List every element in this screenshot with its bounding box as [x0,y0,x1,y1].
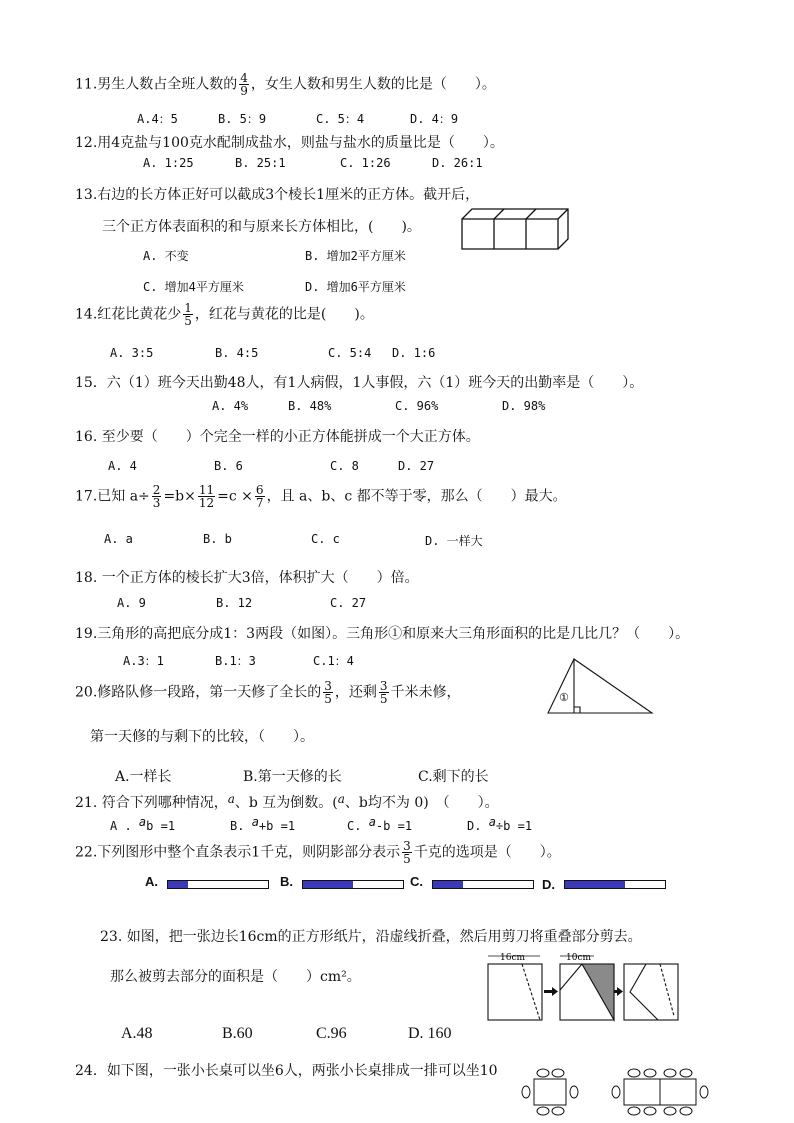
q12-option-a: A. 1:25 [143,156,194,170]
q20-fraction-1: $\frac{3}{5}$ [324,679,332,706]
question-11 [75,72,496,97]
q13-option-c: C. 增加4平方厘米 [143,280,244,294]
question-16: 16. 至少要（ ）个完全一样的小正方体能拼成一个大正方体。 [75,429,480,445]
q11-text-a: 11.男生人数占全班人数的 [75,76,238,93]
q20-option-a: A.一样长 [115,769,172,785]
q22-bar-fill [303,881,353,888]
q17-fraction-3: $\frac{6}{7}$ [255,483,264,510]
question-20-line1: 20.修路队修一段路，第一天修了全长的 $\frac{3}{5}$ ，还剩 $\frac{3}{5}$ 千米未修， [75,679,461,706]
q12-option-c: C. 1:26 [340,156,391,170]
q11-option-d: D. 4：9 [410,112,459,126]
q23-option-d: D. 160 [408,1025,452,1042]
question-20-line2: 第一天修的与剩下的比较，（ ）。 [90,729,314,745]
cuboid-figure [458,205,570,253]
q11-option-b: B. 5：9 [218,112,267,126]
q17-option-c: C. c [311,532,340,546]
triangle-figure [544,655,656,717]
q13-option-d: D. 增加6平方厘米 [305,280,406,294]
question-18: 18. 一个正方体的棱长扩大3倍，体积扩大（ ）倍。 [75,570,419,586]
question-14: 14.红花比黄花少 $\frac{1}{5}$ ，红花与黄花的比是( )。 [75,301,374,328]
q17-option-b: B. b [203,532,232,546]
q14-option-c: C. 5:4 [328,346,372,360]
q21-option-a: A . ab =1 [110,815,176,833]
question-13-line2: 三个正方体表面积的和与原来长方体相比，( )。 [102,219,421,235]
q16-option-a: A. 4 [108,459,137,473]
q20-fraction-2: $\frac{3}{5}$ [379,679,388,706]
q13-option-a: A. 不变 [143,249,189,263]
q14-option-d: D. 1:6 [392,346,436,360]
q23-option-b: B.60 [222,1025,253,1042]
q17-fraction-1: $\frac{2}{3}$ [152,483,161,510]
q21-option-b: B. a+b =1 [230,815,296,833]
q22-fraction: $\frac{3}{5}$ [403,839,411,866]
q17-option-d: D. 一样大 [425,534,483,548]
q15-option-d: D. 98% [502,399,546,413]
q22-option-label: D. [542,877,555,892]
q18-option-a: A. 9 [117,596,146,610]
table-seating-figure [518,1066,714,1118]
q22-option-label: B. [280,874,293,889]
q17-fraction-2: $\frac{11}{12}$ [198,483,215,510]
question-22: 22.下列图形中整个直条表示1千克，则阴影部分表示 $\frac{3}{5}$ 千克的选项是（ ）。 [75,839,561,866]
q13-option-b: B. 增加2平方厘米 [305,249,406,263]
q14-fraction: $\frac{1}{5}$ [184,301,192,328]
q11-option-a: A.4：5 [137,112,178,126]
question-17: 17.已知 a÷ $\frac{2}{3}$ =b× $\frac{11}{12}$ =c × $\frac{6}{7}$ ，且 a、b、c 都不等于零，那么（ ）最大。 [75,483,567,510]
triangle-label: ① [559,691,569,704]
label-16cm: 16cm [500,953,526,963]
q16-option-b: B. 6 [214,459,243,473]
q11-fraction: $\frac{4}{9}$ [240,71,248,98]
label-10cm: 10cm [566,953,592,963]
question-12: 12.用4克盐与100克水配制成盐水，则盐与盐水的质量比是（ ）。 [75,135,504,151]
q22-bar [167,880,269,889]
q16-option-d: D. 27 [398,459,435,473]
q15-option-b: B. 48% [288,399,332,413]
q22-bar-fill [168,881,188,888]
q22-bar-fill [433,881,463,888]
q18-option-c: C. 27 [330,596,367,610]
question-13-line1: 13.右边的长方体正好可以截成3个棱长1厘米的正方体。截开后， [75,187,480,203]
q11-option-c: C. 5：4 [316,112,365,126]
q22-bar [432,880,534,889]
q17-option-a: A. a [104,532,133,546]
q22-bar [302,880,404,889]
question-24: 24．如下图，一张小长桌可以坐6人，两张小长桌排成一排可以坐10 [75,1063,498,1079]
question-23-line1: 23. 如图，把一张边长16cm的正方形纸片，沿虚线折叠，然后用剪刀将重叠部分剪去。 [100,929,642,945]
question-15: 15．六（1）班今天出勤48人，有1人病假，1人事假，六（1）班今天的出勤率是（ ）。 [75,375,644,391]
q14-option-b: B. 4:5 [215,346,259,360]
q22-bar-fill [565,881,625,888]
q21-option-d: D. a÷b =1 [467,815,533,833]
question-19: 19.三角形的高把底分成1：3两段（如图）。三角形①和原来大三角形面积的比是几比几？（ ）。 [75,626,690,642]
question-23-line2: 那么被剪去部分的面积是（ ）cm²。 [110,969,361,985]
q19-option-c: C.1：4 [313,654,354,668]
q18-option-b: B. 12 [216,596,253,610]
folding-figure [484,950,684,1024]
q19-option-a: A.3：1 [123,654,164,668]
q19-option-b: B.1：3 [215,654,256,668]
q22-option-label: A. [145,874,158,889]
q22-option-label: C. [410,874,423,889]
q14-option-a: A. 3:5 [110,346,154,360]
q23-option-a: A.48 [121,1025,153,1042]
q12-option-b: B. 25:1 [235,156,286,170]
q22-bar [564,880,666,889]
q21-option-c: C. a-b =1 [347,815,413,833]
q11-text-b: ，女生人数和男生人数的比是（ ）。 [250,76,496,93]
q12-option-d: D. 26:1 [432,156,483,170]
q20-option-b: B.第一天修的长 [243,769,342,785]
q16-option-c: C. 8 [330,459,359,473]
q15-option-a: A. 4% [212,399,249,413]
q15-option-c: C. 96% [395,399,439,413]
q23-option-c: C.96 [316,1025,347,1042]
question-21: 21. 符合下列哪种情况，a、b 互为倒数。(a、b均不为 0) （ ）。 [75,792,499,811]
q20-option-c: C.剩下的长 [418,769,489,785]
